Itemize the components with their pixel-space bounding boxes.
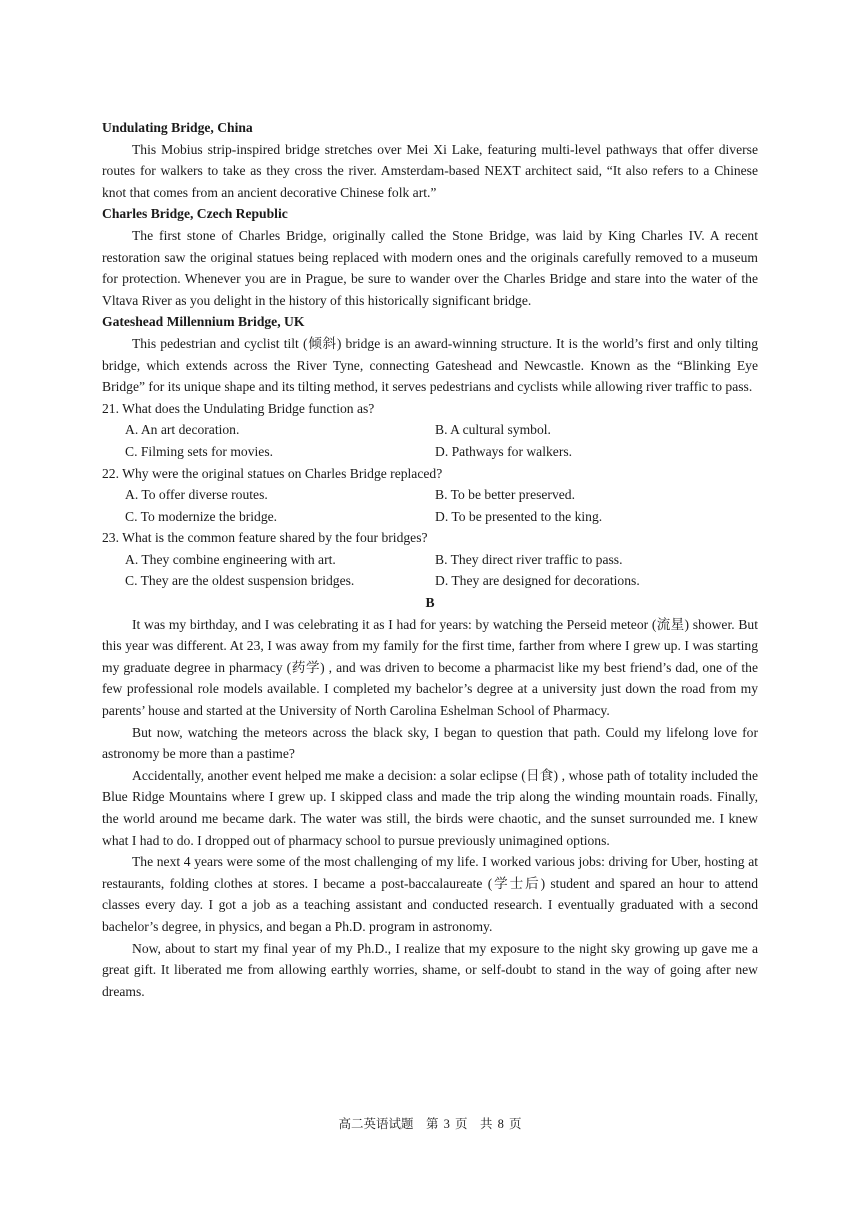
option-a: A. An art decoration. bbox=[125, 422, 240, 438]
question-stem: 23. What is the common feature shared by the four bridges? bbox=[102, 530, 428, 546]
question-stem: 22. Why were the original statues on Charles Bridge replaced? bbox=[102, 465, 443, 481]
option-d: D. To be presented to the king. bbox=[435, 508, 603, 524]
option-a: A. To offer diverse routes. bbox=[125, 487, 268, 503]
passage-paragraph: Now, about to start my final year of my Ph.D., I realize that my exposure to the night sky growing up gave me a great gift. It liberated me from allowing earthly worries, shame, or self-doubt to stand in the way of going after new dreams. bbox=[102, 940, 758, 999]
passage-paragraph: But now, watching the meteors across the black sky, I began to question that path. Could my lifelong love for astronomy be more than a pastime? bbox=[102, 724, 758, 762]
exam-page bbox=[102, 117, 758, 1002]
bridge-text-gateshead: This pedestrian and cyclist tilt (倾斜) bridge is an award-winning structure. It is the world’s first and only tilting bridge, which extends across the River Tyne, connecting Gateshead and Newcastle. Known as the “Blinking Eye Bridge” for its unique shape and its tilting method, it serves pedestrians and cyclists while allowing river traffic to pass. bbox=[102, 335, 758, 395]
options-row bbox=[102, 419, 758, 441]
options-row bbox=[102, 484, 758, 506]
options-row bbox=[102, 506, 758, 528]
options-row bbox=[102, 570, 758, 592]
bridge-title-gateshead: Gateshead Millennium Bridge, UK bbox=[102, 314, 305, 330]
question-21 bbox=[102, 398, 758, 463]
question-23 bbox=[102, 527, 758, 592]
option-c: C. Filming sets for movies. bbox=[125, 443, 274, 459]
options-row bbox=[102, 441, 758, 463]
bridge-title-charles: Charles Bridge, Czech Republic bbox=[102, 206, 288, 222]
passage-paragraph: The next 4 years were some of the most challenging of my life. I worked various jobs: driving for Uber, hosting at restaurants, folding clothes at stores. I became a post-baccalaureate (学士后) student and spared an hour to attend classes every day. I got a job as a teaching assistant and conducted research. I eventually graduated with a second bachelor’s degree, in physics, and began a Ph.D. program in astronomy. bbox=[102, 854, 758, 934]
option-b: B. A cultural symbol. bbox=[435, 422, 551, 438]
passage-paragraph: Accidentally, another event helped me make a decision: a solar eclipse (日食) , whose path of totality included the Blue Ridge Mountains where I grew up. I skipped class and made the trip along the winding mountain roads. Finally, the world around me became dark. The water was still, the birds were chaotic, and the sunset surrounded me. I knew what I had to do. I dropped out of pharmacy school to pursue previously unimagined options. bbox=[102, 767, 758, 848]
question-22 bbox=[102, 463, 758, 528]
option-b: B. They direct river traffic to pass. bbox=[435, 551, 623, 567]
passage-paragraph: It was my birthday, and I was celebrating it as I had for years: by watching the Perseid meteor (流星) shower. But this year was different. At 23, I was away from my family for the first time, farther from where I grew up. I was starting my graduate degree in pharmacy (药学) , and was driven to become a pharmacist like my best friend’s dad, one of the few professional role models available. I completed my bachelor’s degree at a university just down the road from my parents’ house and started at the University of North Carolina Eshelman School of Pharmacy. bbox=[102, 616, 758, 719]
option-c: C. To modernize the bridge. bbox=[125, 508, 278, 524]
option-d: D. Pathways for walkers. bbox=[435, 443, 573, 459]
page-footer: 高二英语试题 第 3 页 共 8 页 bbox=[338, 1117, 522, 1131]
section-label-b: B bbox=[425, 595, 435, 611]
option-b: B. To be better preserved. bbox=[435, 487, 575, 503]
bridge-text-undulating: This Mobius strip-inspired bridge stretches over Mei Xi Lake, featuring multi-level pathways that offer diverse routes for walkers to take as they cross the river. Amsterdam-based NEXT architect said, “It also refers to a Chinese knot that comes from an ancient decorative Chinese folk art.” bbox=[102, 141, 758, 200]
option-d: D. They are designed for decorations. bbox=[435, 573, 640, 589]
question-stem: 21. What does the Undulating Bridge function as? bbox=[102, 400, 375, 416]
options-row bbox=[102, 549, 758, 571]
bridge-text-charles: The first stone of Charles Bridge, originally called the Stone Bridge, was laid by King Charles IV. A recent restoration saw the original statues being replaced with modern ones and the originals carefully removed to a museum for protection. Whenever you are in Prague, be sure to wander over the Charles Bridge and stare into the water of the Vltava River as you delight in the history of this historically significant bridge. bbox=[102, 227, 758, 308]
option-a: A. They combine engineering with art. bbox=[125, 551, 336, 567]
option-c: C. They are the oldest suspension bridges. bbox=[125, 573, 355, 589]
bridge-title-undulating: Undulating Bridge, China bbox=[102, 120, 253, 135]
